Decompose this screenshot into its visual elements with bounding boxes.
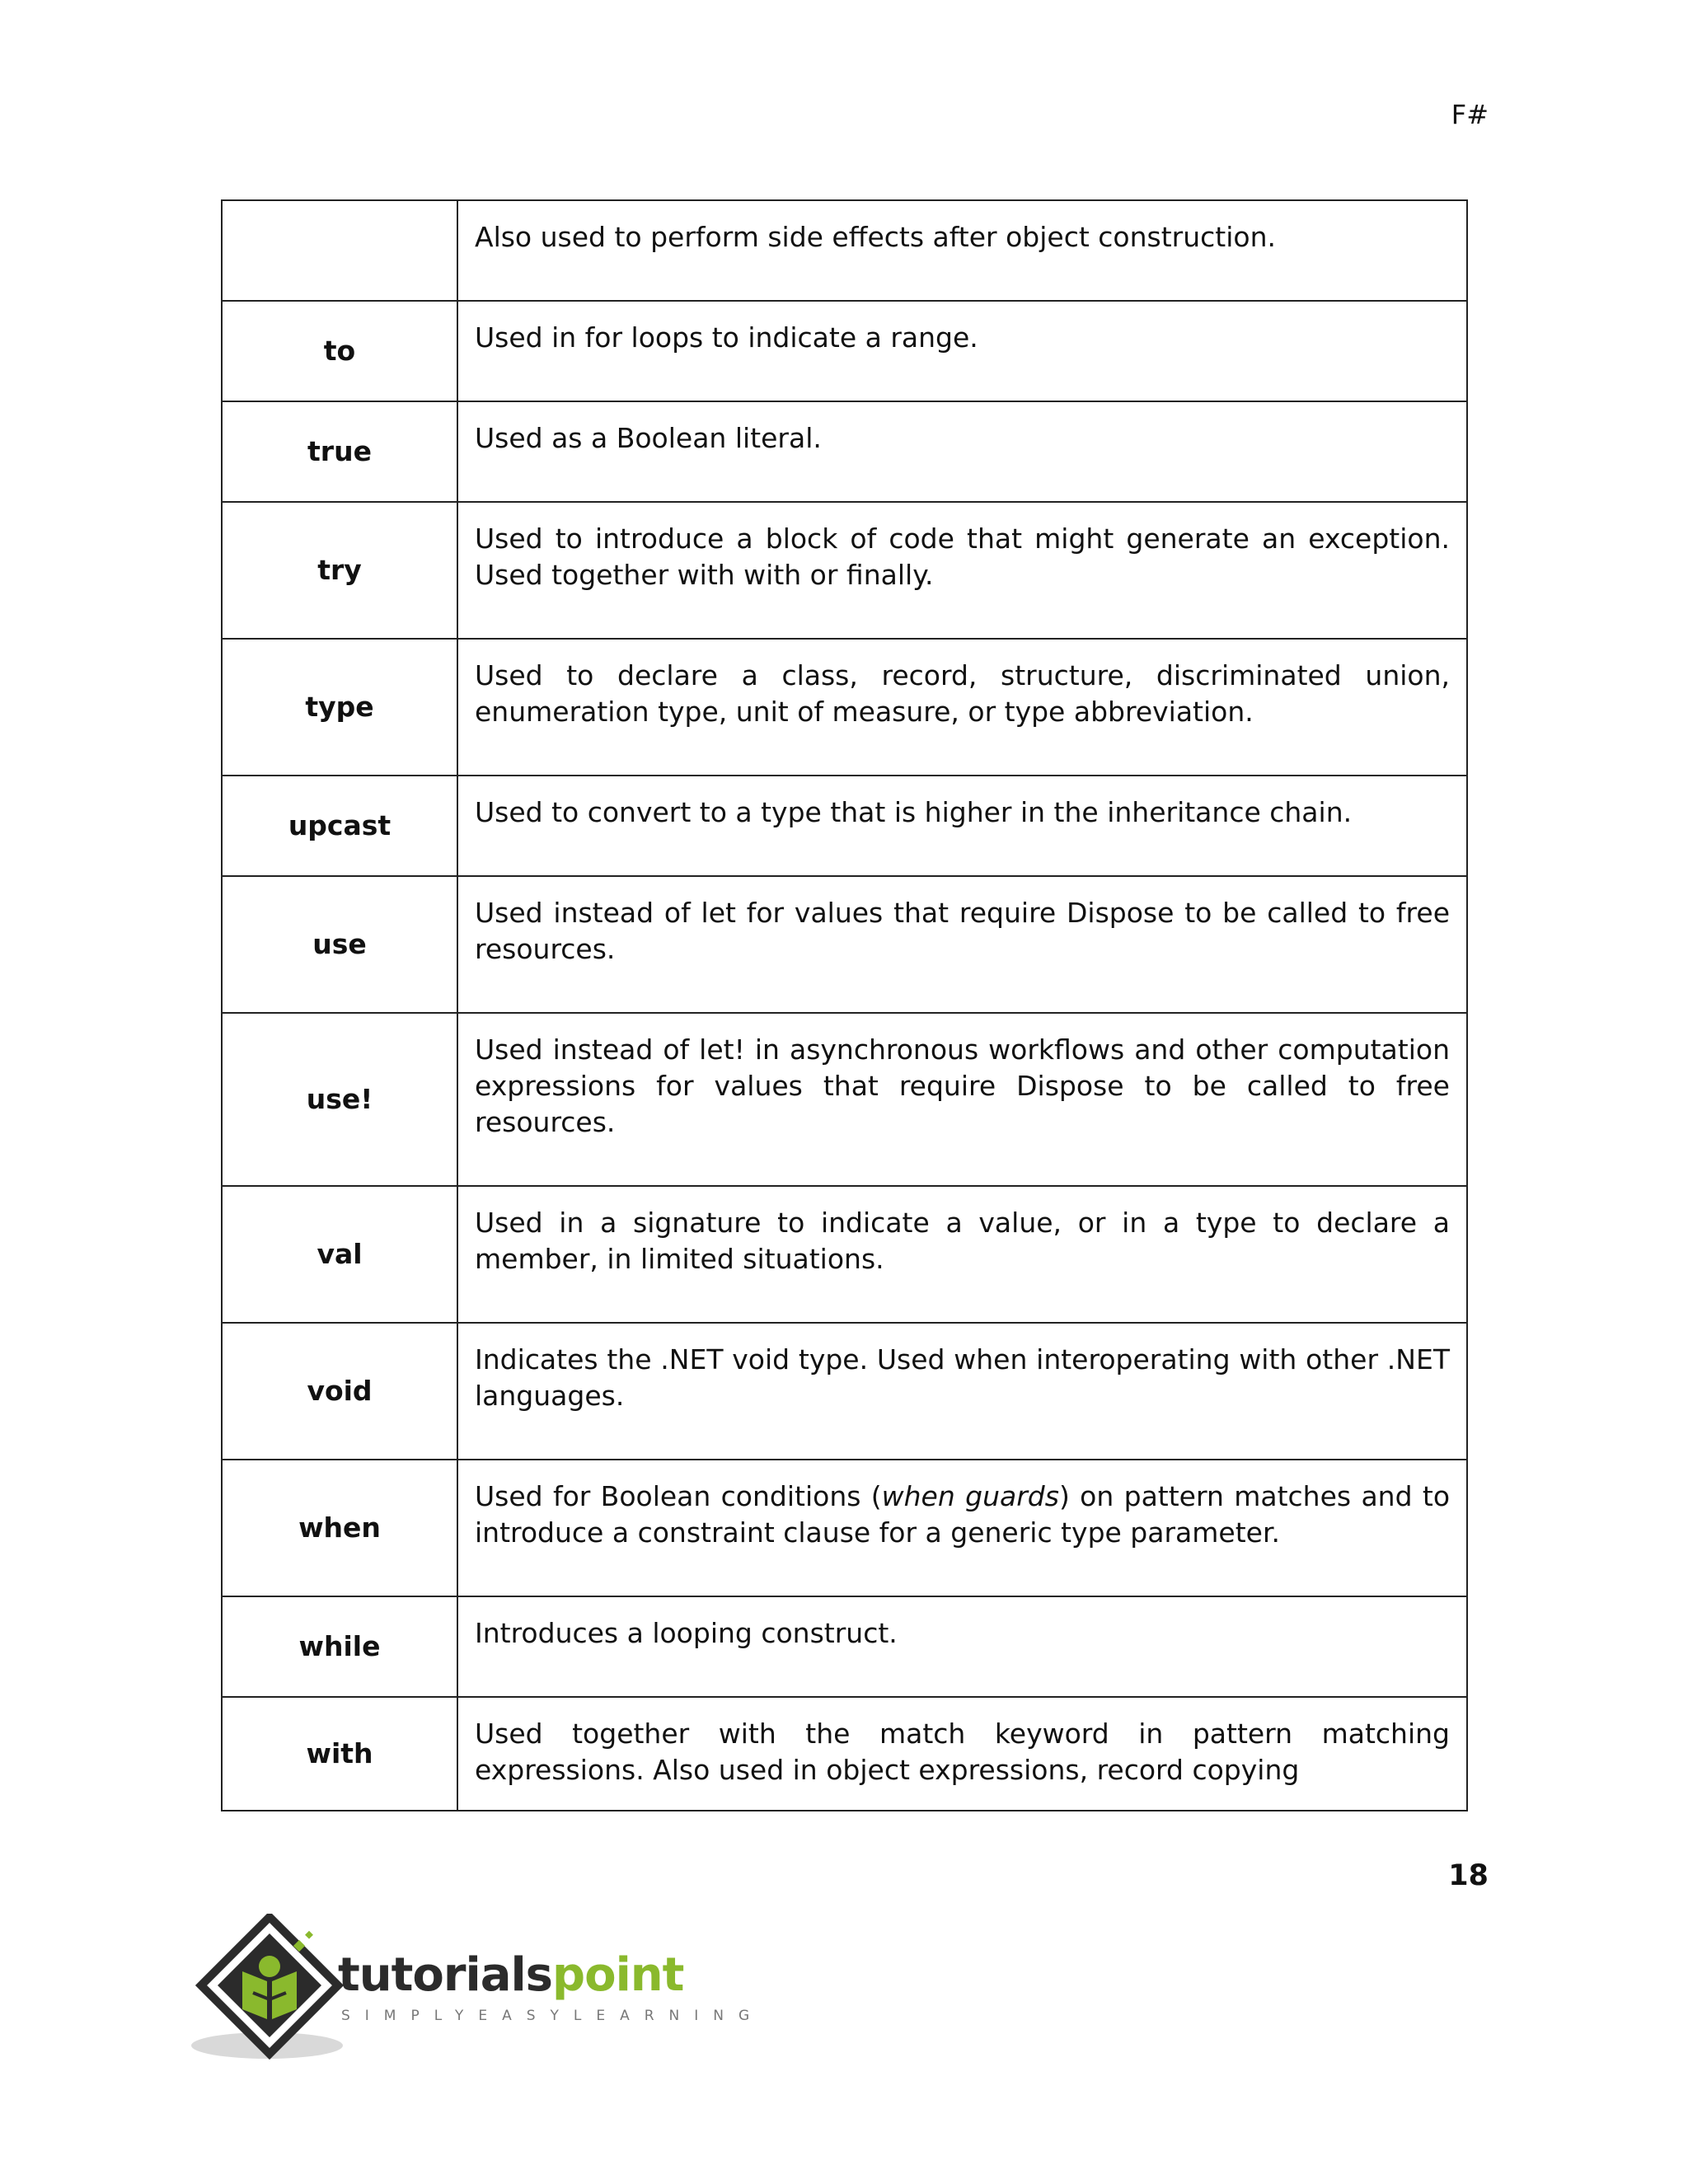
keyword-cell: to <box>222 301 457 401</box>
keyword-cell: when <box>222 1460 457 1596</box>
table-row <box>222 401 1467 502</box>
keyword-cell: void <box>222 1323 457 1460</box>
description-cell: Used to declare a class, record, structure, discriminated union, enumeration type, unit of measure, or type abbreviation. <box>457 639 1467 776</box>
description-cell: Used to convert to a type that is higher in the inheritance chain. <box>457 776 1467 876</box>
description-italic-text: when guards <box>881 1480 1059 1512</box>
table-row <box>222 502 1467 639</box>
table-row <box>222 1013 1467 1186</box>
description-cell: Indicates the .NET void type. Used when interoperating with other .NET languages. <box>457 1323 1467 1460</box>
keyword-cell: upcast <box>222 776 457 876</box>
keywords-table <box>221 199 1468 1811</box>
page-number: 18 <box>1448 1859 1489 1892</box>
description-cell: Used in a signature to indicate a value, or in a type to declare a member, in limited situations. <box>457 1186 1467 1323</box>
keyword-cell: with <box>222 1697 457 1811</box>
keyword-cell <box>222 200 457 301</box>
keyword-cell: true <box>222 401 457 502</box>
table-row <box>222 1323 1467 1460</box>
table-row <box>222 1186 1467 1323</box>
description-cell: Introduces a looping construct. <box>457 1596 1467 1697</box>
table-row <box>222 876 1467 1013</box>
description-text: ) on pattern matches and to introduce a constraint clause for a generic type parameter. <box>475 1480 1451 1549</box>
keyword-cell: val <box>222 1186 457 1323</box>
description-cell <box>457 1460 1467 1596</box>
description-cell: Used as a Boolean literal. <box>457 401 1467 502</box>
table-row <box>222 639 1467 776</box>
description-cell: Also used to perform side effects after object construction. <box>457 200 1467 301</box>
keyword-cell: type <box>222 639 457 776</box>
keyword-cell: try <box>222 502 457 639</box>
logo-diamond-icon <box>191 1914 348 2062</box>
table-row <box>222 1460 1467 1596</box>
description-cell: Used instead of let for values that require Dispose to be called to free resources. <box>457 876 1467 1013</box>
description-text: Used for Boolean conditions ( <box>475 1480 882 1512</box>
tutorialspoint-logo <box>191 1914 765 2062</box>
logo-word-point: point <box>552 1948 684 2002</box>
description-cell: Used together with the match keyword in pattern matching expressions. Also used in object expressions, record copying <box>457 1697 1467 1811</box>
keyword-cell: use <box>222 876 457 1013</box>
table-row <box>222 301 1467 401</box>
running-header: F# <box>1451 99 1489 130</box>
logo-wordmark <box>338 1948 683 2002</box>
table-row <box>222 1596 1467 1697</box>
description-cell: Used in for loops to indicate a range. <box>457 301 1467 401</box>
logo-word-tutorials: tutorials <box>338 1948 553 2002</box>
keyword-cell: while <box>222 1596 457 1697</box>
description-cell: Used to introduce a block of code that might generate an exception. Used together with with or finally. <box>457 502 1467 639</box>
table-row <box>222 1697 1467 1811</box>
table-row <box>222 200 1467 301</box>
description-cell: Used instead of let! in asynchronous workflows and other computation expressions for values that require Dispose to be called to free resources. <box>457 1013 1467 1186</box>
table-row <box>222 776 1467 876</box>
keyword-cell: use! <box>222 1013 457 1186</box>
logo-tagline: SIMPLYEASYLEARNING <box>341 2008 765 2024</box>
